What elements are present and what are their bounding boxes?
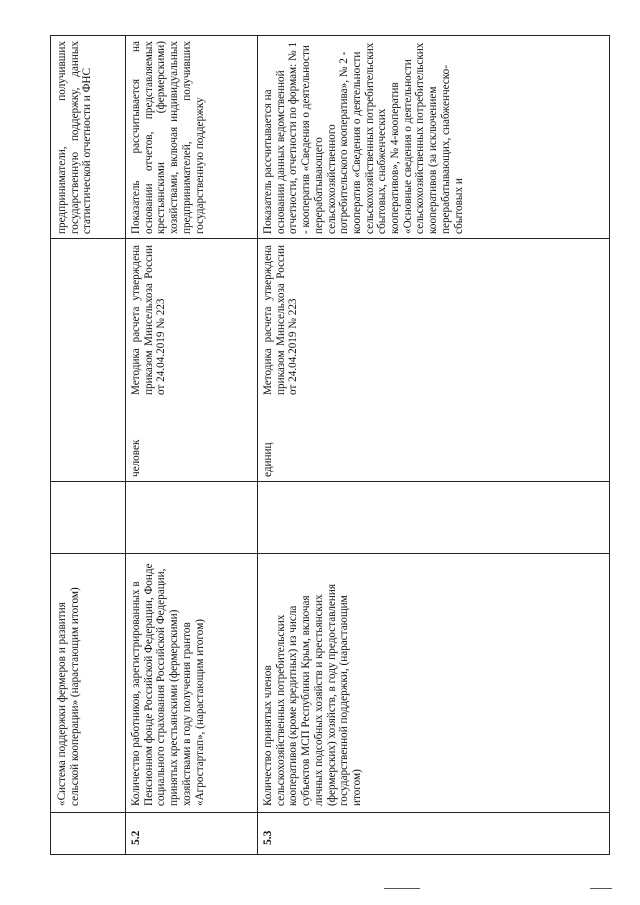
cell-indicator-5-2: Количество работников, зарегистрированных в Пенсионном фонде Российской Федерации, Фонде социального страхования Российской Федерации, принятых крестьянскими (фермерскими) хозяйствами в году получения грантов «Агростартап», (нарастающим итогом) xyxy=(130,563,206,806)
table-row-border xyxy=(50,35,51,855)
cell-methodology-5-2: Методика расчета утверждена приказом Минсельхоза России от 24.04.2019 № 223 xyxy=(130,245,168,395)
cell-methodology-5-3: Методика расчета утверждена приказом Минсельхоза России от 24.04.2019 № 223 xyxy=(262,245,300,395)
cell-indicator-5-3: Количество принятых членов сельскохозяйственных потребительских кооперативов (кроме кредитных) из числа субъектов МСП Республики Крым, включая личных подсобных хозяйств и крестьянских (фермерских) хозяйств, в году предоставления государственной поддержки, (нарастающим итогом) xyxy=(262,583,363,806)
scan-mark xyxy=(590,888,612,889)
table-column-border xyxy=(50,35,610,36)
table-row-border xyxy=(125,35,126,855)
cell-note-5-2: Показатель рассчитывается на основании отчетов, представляемых крестьянскими (фермерскими) хозяйствами, включая индивидуальных предпринимателей, получивших государственную поддержку xyxy=(130,41,206,234)
table-column-border xyxy=(50,553,610,554)
table-column-border xyxy=(50,854,610,855)
rotated-table-page xyxy=(50,35,610,855)
table-column-border xyxy=(50,481,610,482)
cell-unit-5-2: человек xyxy=(130,439,142,477)
scan-mark xyxy=(384,888,420,889)
cell-note-continued: предприниматели, получивших государственную поддержку, данных статистической отчетности и ФНС xyxy=(56,41,94,234)
cell-indicator-continued: «Система поддержки фермеров и развития сельской кооперации» (нарастающим итогом) xyxy=(56,587,81,806)
row-number-5-2: 5.2 xyxy=(130,830,142,845)
cell-note-5-3: Показатель рассчитывается на основании данных ведомственной отчетности, отчетности по формам: № 1 - кооператив «Сведения о деятельности перерабатывающего сельскохозяйственного потребительского кооператива», № 2 - кооператив «Сведения о деятельности сельскохозяйственных потребительских сбытовых, снабженческих кооперативов», № 4-кооператив «Основные сведения о деятельности сельскохозяйственных потребительских кооперативов (за исключением перерабатывающих, снабженческо-сбытовых и xyxy=(262,41,465,234)
indicator-table xyxy=(50,35,610,855)
table-row-border xyxy=(257,35,258,855)
row-number-5-3: 5.3 xyxy=(262,830,274,845)
table-column-border xyxy=(50,238,610,239)
table-column-border xyxy=(50,812,610,813)
table-row-border xyxy=(609,35,610,855)
cell-unit-5-3: единиц xyxy=(262,442,274,477)
